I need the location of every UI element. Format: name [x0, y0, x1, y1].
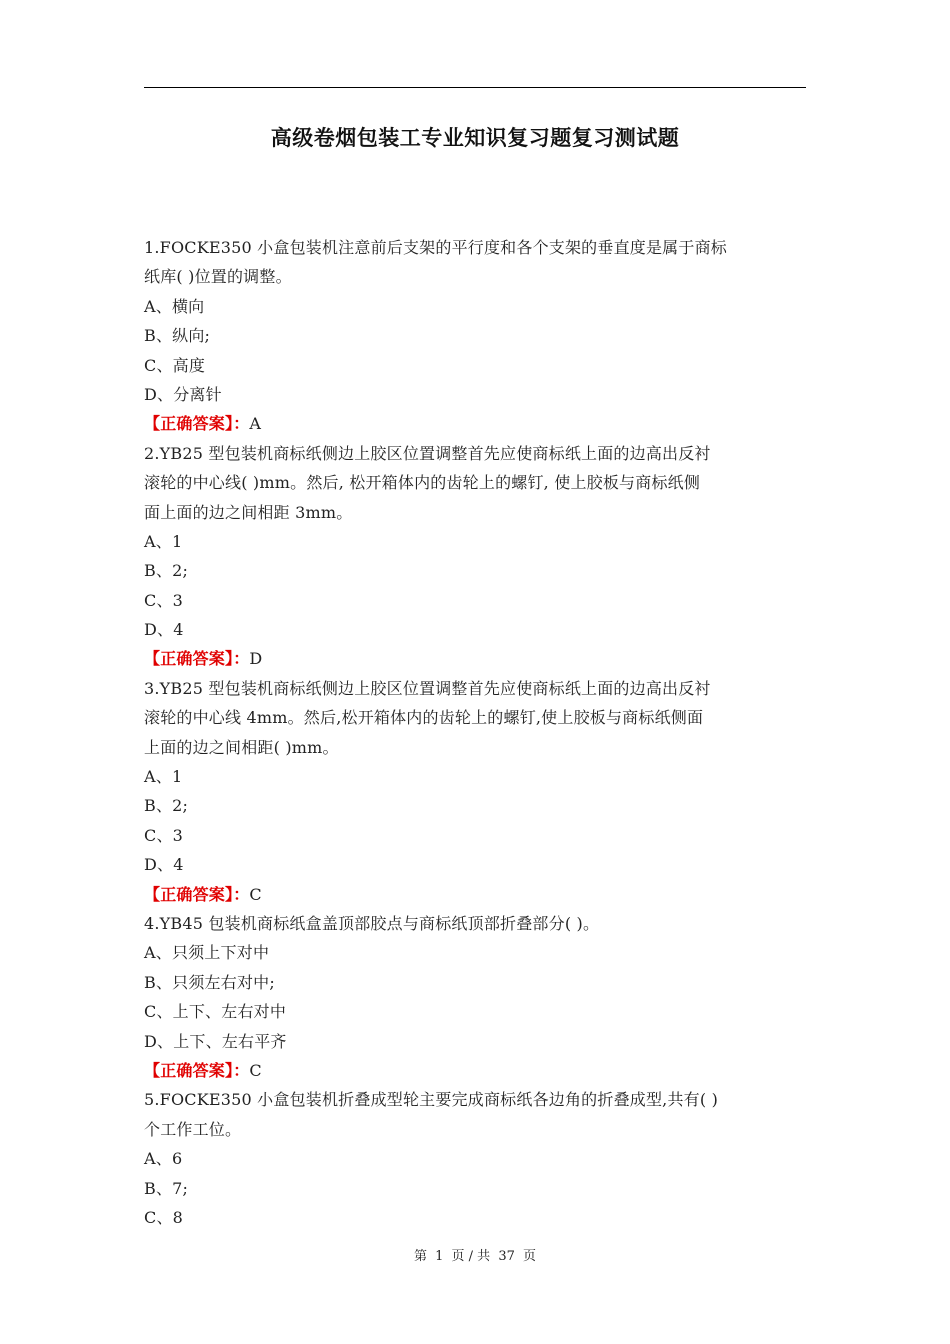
option-b: B、2; — [144, 561, 189, 581]
page-footer — [0, 1245, 950, 1264]
question-stem-line: 5.FOCKE350 小盒包装机折叠成型轮主要完成商标纸各边角的折叠成型,共有( ) — [144, 1090, 719, 1110]
answer-value: A — [249, 414, 262, 434]
option-c: C、3 — [144, 825, 184, 845]
question-stem-line: 上面的边之间相距( )mm。 — [144, 737, 339, 757]
answer-label: 【正确答案】： — [144, 414, 250, 434]
question-stem-line: 面上面的边之间相距 3mm。 — [144, 502, 353, 522]
option-b: B、只须左右对中; — [144, 972, 275, 992]
question-stem-line: 3.YB25 型包装机商标纸侧边上胶区位置调整首先应使商标纸上面的边高出反衬 — [144, 678, 711, 698]
option-b: B、2; — [144, 796, 189, 816]
option-b: B、纵向; — [144, 326, 211, 346]
option-c: C、上下、左右对中 — [144, 1002, 287, 1022]
footer-prefix: 第 — [413, 1249, 427, 1264]
option-a: A、只须上下对中 — [144, 943, 270, 963]
answer-label: 【正确答案】： — [144, 649, 250, 669]
answer-value: D — [249, 649, 263, 669]
question-stem-line: 4.YB45 包装机商标纸盒盖顶部胶点与商标纸顶部折叠部分( )。 — [144, 913, 600, 933]
answer-row — [144, 1056, 810, 1085]
question-5 — [144, 1085, 810, 1232]
document-title: 高级卷烟包装工专业知识复习题复习测试题 — [270, 126, 680, 150]
option-c: C、3 — [144, 590, 184, 610]
answer-row — [144, 644, 810, 673]
question-stem-line: 2.YB25 型包装机商标纸侧边上胶区位置调整首先应使商标纸上面的边高出反衬 — [144, 443, 711, 463]
question-1 — [144, 233, 810, 439]
footer-suffix: 页 — [523, 1249, 537, 1264]
answer-row — [144, 409, 810, 438]
question-stem-line: 滚轮的中心线( )mm。然后, 松开箱体内的齿轮上的螺钉, 使上胶板与商标纸侧 — [144, 473, 701, 493]
option-d: D、4 — [144, 855, 184, 875]
footer-page-number: 1 — [435, 1249, 444, 1264]
question-stem-line: 滚轮的中心线 4mm。然后,松开箱体内的齿轮上的螺钉,使上胶板与商标纸侧面 — [144, 708, 704, 728]
answer-label: 【正确答案】： — [144, 884, 250, 904]
answer-row — [144, 880, 810, 909]
option-d: D、上下、左右平齐 — [144, 1031, 287, 1051]
option-d: D、4 — [144, 620, 184, 640]
option-a: A、6 — [144, 1149, 183, 1169]
answer-value: C — [249, 1060, 262, 1080]
answer-value: C — [249, 884, 262, 904]
option-a: A、1 — [144, 531, 183, 551]
option-c: C、8 — [144, 1207, 184, 1227]
question-stem-line: 纸库( )位置的调整。 — [144, 267, 292, 287]
question-stem-line: 1.FOCKE350 小盒包装机注意前后支架的平行度和各个支架的垂直度是属于商标 — [144, 238, 727, 257]
question-list — [144, 233, 810, 1232]
option-a: A、横向 — [144, 296, 205, 316]
question-3 — [144, 674, 810, 909]
option-b: B、7; — [144, 1178, 189, 1198]
footer-total-pages: 37 — [498, 1249, 515, 1264]
option-d: D、分离针 — [144, 384, 222, 404]
footer-mid: 页 / 共 — [451, 1249, 491, 1264]
header-rule — [144, 87, 806, 88]
question-2 — [144, 439, 810, 674]
question-4 — [144, 909, 810, 1085]
option-c: C、高度 — [144, 355, 206, 375]
question-stem-line: 个工作工位。 — [144, 1119, 242, 1139]
answer-label: 【正确答案】： — [144, 1060, 250, 1080]
option-a: A、1 — [144, 767, 183, 787]
